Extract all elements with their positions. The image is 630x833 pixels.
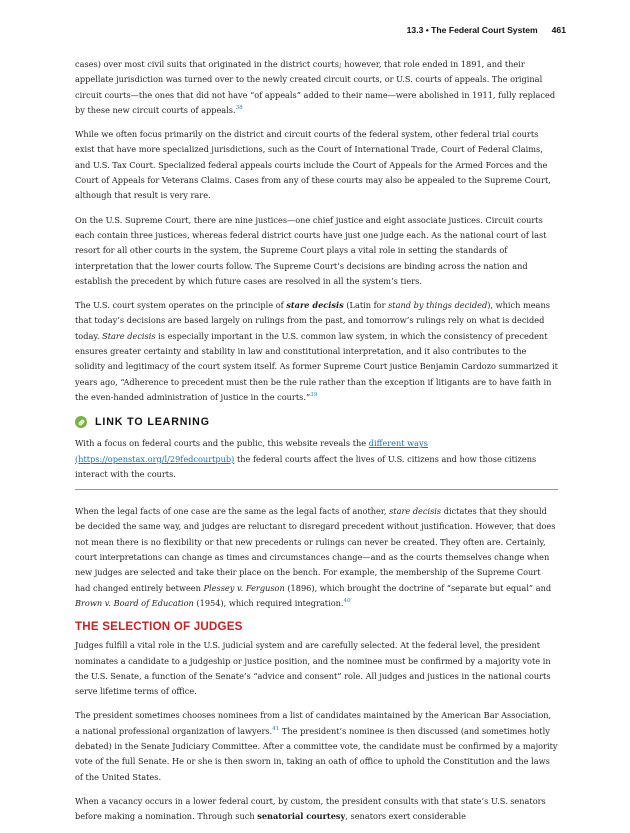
paragraph-7: The president sometimes chooses nominees from a list of candidates maintained by the American Bar Association, a national professional organization of lawyers.$^{41}$ The president’s nominee is then discussed (and sometimes hotly debated) in the Senate Judiciary Committee. After a committee vote, the candidate must be confirmed by a majority vote of the full Senate. He or she is then sworn in, taking an oath of office to uphold the Constitution and the laws of the United States. — [75, 710, 558, 782]
section-label: 13.3 • The Federal Court System — [406, 25, 538, 35]
key-term-stare-decisis: stare decisis — [286, 300, 344, 311]
different-ways-link[interactable]: different ways (https://openstax.org/l/29fedcourtpub) — [75, 438, 428, 464]
link-to-learning-title: LINK TO LEARNING — [95, 416, 210, 429]
running-header — [407, 25, 566, 35]
footnote-ref-39[interactable]: 39 — [310, 391, 318, 398]
paragraph-3: On the U.S. Supreme Court, there are nine justices—one chief justice and eight associate justices. Circuit courts each contain three justices, whereas federal district courts have just one judge each. As the national court of last resort for all other courts in the system, the Supreme Court plays a vital role in setting the standards of interpretation that the lower courts follow. The Supreme Court’s decisions are binding across the nation and establish the precedent by which future cases are resolved in all the system’s tiers. — [75, 214, 547, 286]
divider — [75, 489, 558, 490]
link-icon — [75, 416, 87, 428]
paragraph-5: When the legal facts of one case are the same as the legal facts of another, stare decisis dictates that they should be decided the same way, and judges are reluctant to disregard precedent without justification. However, that does not mean there is no flexibility or that new precedents or rulings can never be created. They often are. Certainly, court interpretations can change as times and circumstances change—and as the courts themselves change when new judges are selected and take their place on the bench. For example, the membership of the Supreme Court had changed entirely between Plessey v. Ferguson (1896), which brought the doctrine of “separate but equal” and Brown v. Board of Education (1954), which required integration.$^{40}$ — [75, 506, 556, 608]
link-to-learning-text: With a focus on federal courts and the public, this website reveals the different ways (https://openstax.org/l/29fedcourtpub) the federal courts affect the lives of U.S. citizens and how those citizens interact with the courts. — [75, 438, 537, 479]
paragraph-4: The U.S. court system operates on the principle of stare decisis (Latin for stand by things decided), which means that today’s decisions are based largely on rulings from the past, and tomorrow’s rulings rely on what is decided today. Stare decisis is especially important in the U.S. common law system, in which the consistency of precedent ensures greater certainty and stability in law and constitutional interpretation, and it also contributes to the solidity and legitimacy of the court system itself. As former Supreme Court justice Benjamin Cardozo summarized it years ago, “Adherence to precedent must then be the rule rather than the exception if litigants are to have faith in the even-handed administration of justice in the courts.”$^{39}$ — [75, 300, 558, 402]
footnote-ref-40[interactable]: 40 — [343, 597, 351, 604]
page-body — [75, 57, 558, 833]
paragraph-6: Judges fulfill a vital role in the U.S. judicial system and are carefully selected. At the federal level, the president nominates a candidate to a judgeship or justice position, and the nominee must be confirmed by a majority vote in the U.S. Senate, a function of the Senate’s “advice and consent” role. All judges and justices in the national courts serve lifetime terms of office. — [75, 640, 551, 697]
page-number: 461 — [551, 25, 566, 35]
paragraph-1: cases) over most civil suits that originated in the district courts; however, that role ended in 1891, and their appellate jurisdiction was turned over to the newly created circuit courts, or U.S. courts of appeals. The original circuit courts—the ones that did not have “of appeals” added to their name—were abolished in 1911, fully replaced by these new circuit courts of appeals.$^{38}$ — [75, 59, 556, 115]
link-to-learning-header — [75, 414, 558, 430]
key-term-senatorial-courtesy: senatorial courtesy — [257, 811, 346, 822]
footnote-ref-41[interactable]: 41 — [272, 725, 280, 732]
section-heading: THE SELECTION OF JUDGES — [75, 620, 243, 634]
paragraph-8: When a vacancy occurs in a lower federal court, by custom, the president consults with that state’s U.S. senators before making a nomination. Through such senatorial courtesy, senators exert considerable — [75, 795, 546, 822]
paragraph-2: While we often focus primarily on the district and circuit courts of the federal system, other federal trial courts exist that have more specialized jurisdictions, such as the Court of International Trade, Court of Federal Claims, and U.S. Tax Court. Specialized federal appeals courts include the Court of Appeals for the Armed Forces and the Court of Appeals for Veterans Claims. Cases from any of these courts may also be appealed to the Supreme Court, although that result is very rare. — [75, 129, 551, 201]
footnote-ref-38[interactable]: 38 — [235, 104, 243, 111]
